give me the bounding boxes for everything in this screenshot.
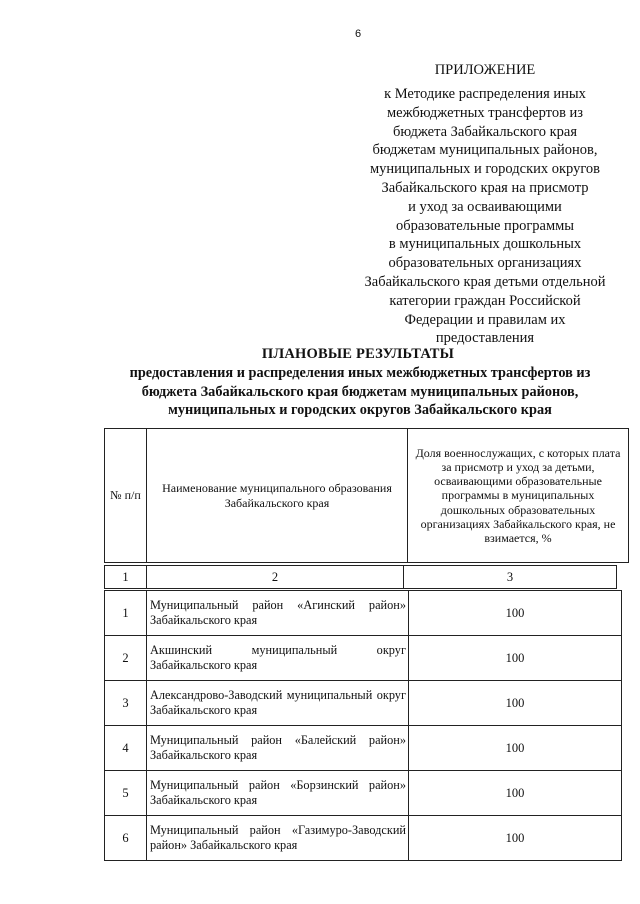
appendix-line: к Методике распределения иных bbox=[384, 86, 586, 102]
table-row bbox=[105, 636, 622, 681]
row-value: 100 bbox=[409, 681, 622, 726]
appendix-line: муниципальных и городских округов bbox=[369, 161, 601, 178]
row-value: 100 bbox=[409, 726, 622, 771]
subtitle-line: муниципальных и городских округов Забайкальского края bbox=[168, 402, 552, 418]
column-number: 2 bbox=[147, 566, 404, 589]
header-value: Доля военнослужащих, с которых плата за присмотр и уход за детьми, осваивающими образовательные программы в муниципальных дошкольных образовательных организациях Забайкальского края, не взимается, % bbox=[408, 429, 629, 563]
appendix-line: и уход за осваивающими bbox=[408, 198, 562, 215]
subtitle-line: предоставления и распределения иных межбюджетных трансфертов из bbox=[129, 365, 591, 381]
appendix-line: Федерации и правилам их bbox=[404, 311, 566, 328]
appendix-text bbox=[350, 85, 620, 348]
row-name: Муниципальный район «Балейский район» Забайкальского края bbox=[147, 726, 409, 771]
appendix-line: предоставления bbox=[435, 330, 535, 347]
column-number-row bbox=[104, 565, 617, 589]
header-num: № п/п bbox=[105, 429, 147, 563]
row-num: 3 bbox=[105, 681, 147, 726]
row-value: 100 bbox=[409, 816, 622, 861]
appendix-line: категории граждан Российской bbox=[389, 292, 581, 309]
header-row bbox=[105, 429, 629, 563]
row-num: 1 bbox=[105, 591, 147, 636]
results-table bbox=[104, 590, 622, 861]
appendix-line: в муниципальных дошкольных bbox=[388, 236, 582, 253]
table-row bbox=[105, 591, 622, 636]
page-number: 6 bbox=[354, 28, 362, 40]
document-title: ПЛАНОВЫЕ РЕЗУЛЬТАТЫ bbox=[261, 346, 455, 362]
row-num: 5 bbox=[105, 771, 147, 816]
table-row bbox=[105, 816, 622, 861]
appendix-line: бюджетам муниципальных районов, bbox=[372, 142, 598, 159]
appendix-line: Забайкальского края на присмотр bbox=[381, 179, 589, 196]
header-name: Наименование муниципального образования Забайкальского края bbox=[147, 429, 408, 563]
table-row bbox=[105, 771, 622, 816]
subtitle-line: бюджета Забайкальского края бюджетам муниципальных районов, bbox=[141, 383, 579, 400]
appendix-line: образовательных организациях bbox=[388, 255, 582, 272]
row-name: Александрово-Заводский муниципальный округ Забайкальского края bbox=[147, 681, 409, 726]
row-num: 4 bbox=[105, 726, 147, 771]
table-header bbox=[104, 428, 629, 563]
column-number: 3 bbox=[404, 566, 617, 589]
table-row bbox=[105, 681, 622, 726]
row-num: 6 bbox=[105, 816, 147, 861]
table-row bbox=[105, 726, 622, 771]
appendix-line: бюджета Забайкальского края bbox=[392, 123, 578, 140]
appendix-heading: ПРИЛОЖЕНИЕ bbox=[434, 62, 536, 78]
row-name: Муниципальный район «Борзинский район» Забайкальского края bbox=[147, 771, 409, 816]
row-num: 2 bbox=[105, 636, 147, 681]
document-subtitle bbox=[100, 364, 620, 420]
appendix-line: Забайкальского края детьми отдельной bbox=[364, 273, 606, 290]
column-number: 1 bbox=[105, 566, 147, 589]
row-name: Муниципальный район «Агинский район» Забайкальского края bbox=[147, 591, 409, 636]
row-name: Акшинский муниципальный округ Забайкальского края bbox=[147, 636, 409, 681]
row-value: 100 bbox=[409, 636, 622, 681]
row-name: Муниципальный район «Газимуро-Заводский район» Забайкальского края bbox=[147, 816, 409, 861]
row-value: 100 bbox=[409, 591, 622, 636]
index-row bbox=[105, 566, 617, 589]
row-value: 100 bbox=[409, 771, 622, 816]
appendix-line: образовательные программы bbox=[395, 217, 575, 234]
appendix-line: межбюджетных трансфертов из bbox=[386, 104, 584, 121]
